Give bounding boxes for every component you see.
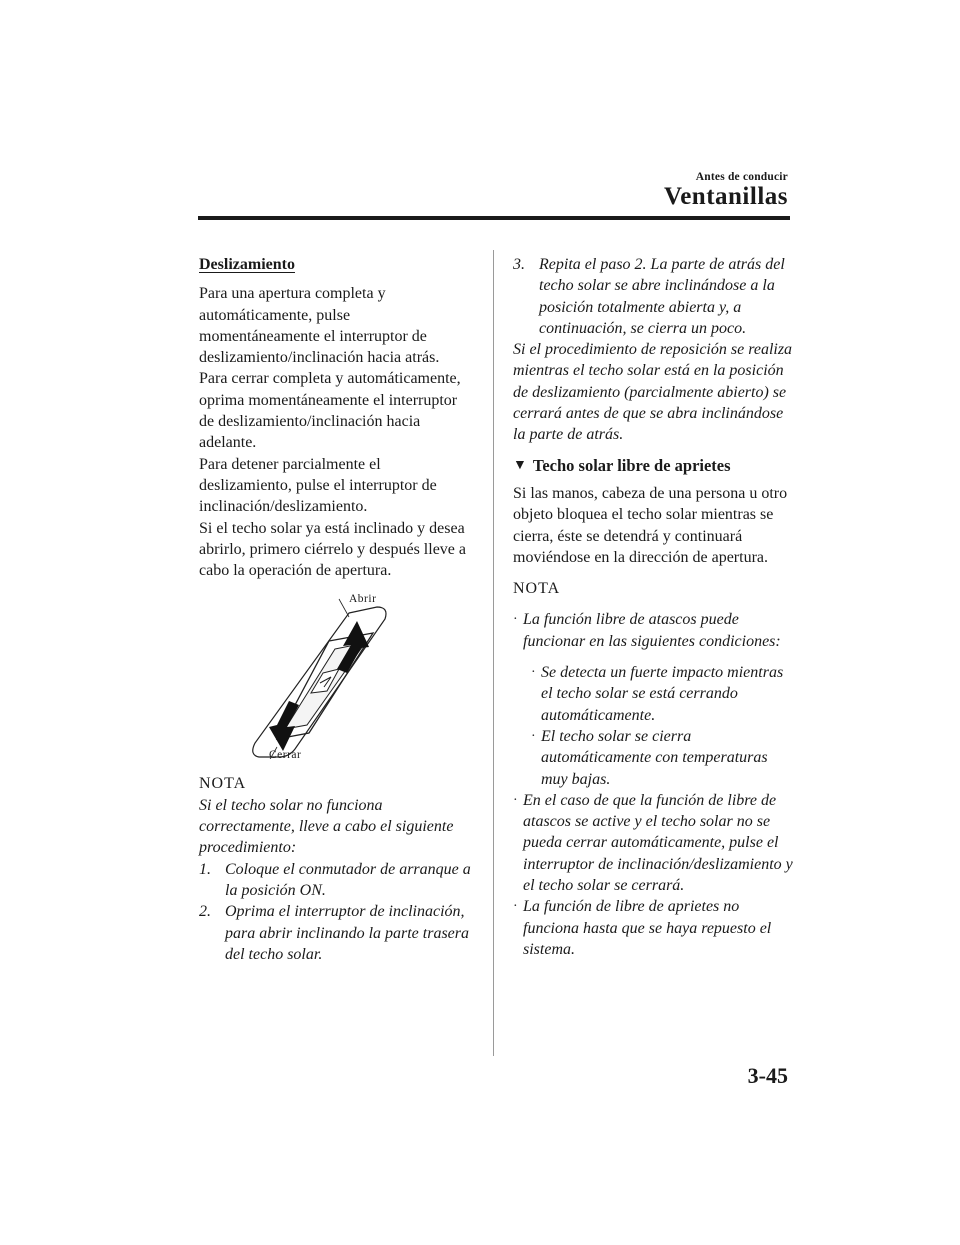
paragraph: Si el techo solar ya está inclinado y desea abrirlo, primero ciérrelo y después lleve a cabo la operación de apertura. bbox=[199, 519, 466, 580]
paragraph: Para detener parcialmente el deslizamiento, pulse el interruptor de inclinación/deslizamiento. bbox=[199, 455, 437, 516]
step-number: 3. bbox=[513, 256, 525, 273]
section-heading bbox=[513, 455, 795, 476]
column-divider bbox=[493, 250, 494, 1056]
list-item bbox=[513, 790, 795, 896]
switch-illustration bbox=[199, 591, 471, 762]
note-intro: Si el techo solar no funciona correctamente, lleve a cabo el siguiente procedimiento: bbox=[199, 796, 454, 857]
bullet-icon: · bbox=[513, 792, 518, 808]
bullet-icon: · bbox=[513, 899, 518, 915]
triangle-down-icon: ▼ bbox=[513, 457, 527, 473]
bullet-icon: · bbox=[531, 728, 536, 744]
step-item bbox=[199, 901, 471, 965]
right-column bbox=[513, 254, 795, 960]
step-text: Repita el paso 2. La parte de atrás del techo solar se abre inclinándose a la posición totalmente abierta y, a continuación, se cierra un poco. bbox=[539, 256, 785, 337]
left-column bbox=[199, 254, 471, 965]
step-text: Oprima el interruptor de inclinación, para abrir inclinando la parte trasera del techo solar. bbox=[225, 903, 470, 963]
paragraph: Si las manos, cabeza de una persona u otro objeto bloquea el techo solar mientras se cierra, éste se detendrá y continuará moviéndose en la dirección de apertura. bbox=[513, 484, 788, 566]
note-title: NOTA bbox=[199, 775, 247, 793]
subheading-sliding: Deslizamiento bbox=[199, 256, 295, 273]
step-number: 2. bbox=[199, 903, 211, 921]
sunroof-switch-drawing bbox=[199, 591, 471, 759]
list-item-text: Se detecta un fuerte impacto mientras el techo solar se está cerrando automáticamente. bbox=[541, 664, 784, 724]
paragraph: Para una apertura completa y automáticamente, pulse momentáneamente el interruptor de deslizamiento/inclinación hacia atrás. bbox=[199, 285, 440, 367]
list-item bbox=[513, 662, 795, 726]
chapter-label: Antes de conducir bbox=[695, 171, 788, 183]
list-item bbox=[513, 726, 795, 790]
bullet-icon: · bbox=[531, 665, 536, 681]
step-item bbox=[513, 254, 795, 339]
step-text: Coloque el conmutador de arranque a la posición ON. bbox=[225, 860, 471, 899]
leader-line bbox=[339, 599, 349, 617]
reposition-note: Si el procedimiento de reposición se realiza mientras el techo solar está en la posición de deslizamiento (parcialmente abierto) se cerrará antes de que se abra inclinándose la parte de atrás. bbox=[513, 341, 793, 444]
label-close: Cerrar bbox=[269, 749, 302, 762]
section-title: Ventanillas bbox=[663, 183, 788, 210]
note-title: NOTA bbox=[513, 580, 561, 598]
paragraph: Para cerrar completa y automáticamente, oprima momentáneamente el interruptor de deslizamiento/inclinación hacia adelante. bbox=[199, 370, 461, 452]
list-item-text: El techo solar se cierra automáticamente con temperaturas muy bajas. bbox=[541, 727, 768, 788]
step-number: 1. bbox=[199, 860, 211, 878]
list-item bbox=[513, 609, 795, 652]
list-item-text: La función de libre de aprietes no funciona hasta que se haya repuesto el sistema. bbox=[523, 898, 772, 958]
label-open: Abrir bbox=[349, 593, 377, 606]
page-number: 3-45 bbox=[747, 1063, 788, 1088]
step-item bbox=[199, 859, 471, 902]
bullet-icon: · bbox=[513, 612, 518, 628]
section-heading-text: Techo solar libre de aprietes bbox=[532, 455, 731, 475]
header-rule bbox=[198, 216, 790, 220]
list-item-text: En el caso de que la función de libre de atascos se active y el techo solar no se pueda cerrar automáticamente, pulse el interruptor de inclinación/deslizamiento y el techo solar se cerrará. bbox=[523, 791, 793, 895]
list-item bbox=[513, 896, 795, 960]
list-item-text: La función libre de atascos puede funcionar en las siguientes condiciones: bbox=[523, 611, 781, 650]
